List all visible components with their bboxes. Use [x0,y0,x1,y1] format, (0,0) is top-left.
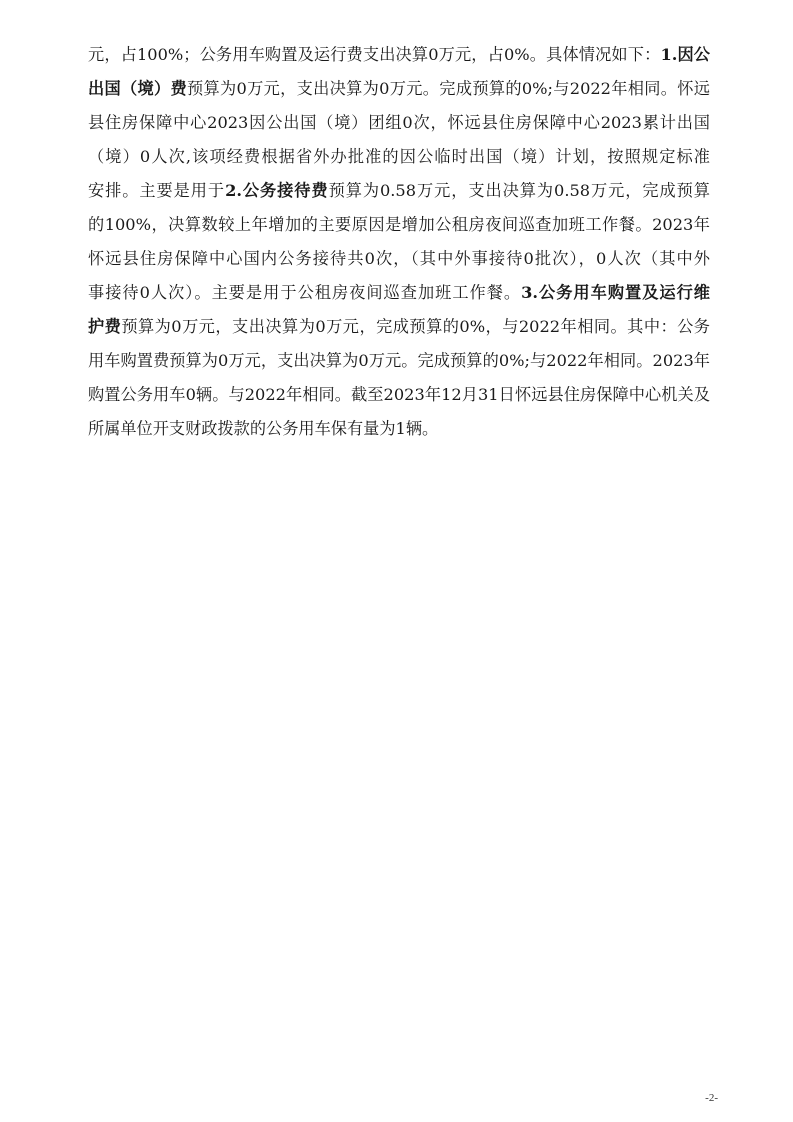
text-segment: （境）0人次,该项经费根据省外办批准的因公临时出国（境）计划，按照规定标准 [88,147,710,166]
bold-heading-segment: 出国（境）费 [88,79,188,98]
text-segment: 购置公务用车0辆。与2022年相同。截至2023年12月31日怀远县住房保障中心机关及 [88,385,710,404]
text-segment: 所属单位开支财政拨款的公务用车保有量为1辆。 [88,419,439,438]
bold-heading-segment: 2.公务接待费 [225,181,329,200]
text-line [88,72,710,106]
body-paragraph [88,38,710,446]
text-line [88,38,710,72]
page-number: -2- [705,1092,718,1104]
text-line [88,276,710,310]
text-segment: 元，占100%；公务用车购置及运行费支出决算0万元，占0%。具体情况如下： [88,45,661,64]
bold-heading-segment: 1.因公 [660,45,710,64]
text-segment: 预算为0.58万元，支出决算为0.58万元，完成预算 [328,181,710,200]
text-segment: 的100%，决算数较上年增加的主要原因是增加公租房夜间巡查加班工作餐。2023年 [88,215,710,234]
bold-heading-segment: 3.公务用车购置及运行维 [521,283,710,302]
text-segment: 怀远县住房保障中心国内公务接待共0次，（其中外事接待0批次），0人次（其中外 [88,249,710,268]
bold-heading-segment: 护费 [88,317,122,336]
text-segment: 预算为0万元，支出决算为0万元，完成预算的0%，与2022年相同。其中：公务 [121,317,710,336]
text-segment: 预算为0万元，支出决算为0万元。完成预算的0%;与2022年相同。怀远 [187,79,710,98]
text-line [88,106,710,140]
text-segment: 用车购置费预算为0万元，支出决算为0万元。完成预算的0%;与2022年相同。2023年 [88,351,710,370]
text-segment: 事接待0人次）。主要是用于公租房夜间巡查加班工作餐。 [88,283,522,302]
text-line [88,412,710,446]
text-line [88,174,710,208]
text-line [88,242,710,276]
text-line [88,344,710,378]
text-segment: 安排。主要是用于 [88,181,226,200]
text-line [88,378,710,412]
text-line [88,140,710,174]
text-line [88,310,710,344]
text-segment: 县住房保障中心2023因公出国（境）团组0次，怀远县住房保障中心2023累计出国 [88,113,710,132]
text-line [88,208,710,242]
